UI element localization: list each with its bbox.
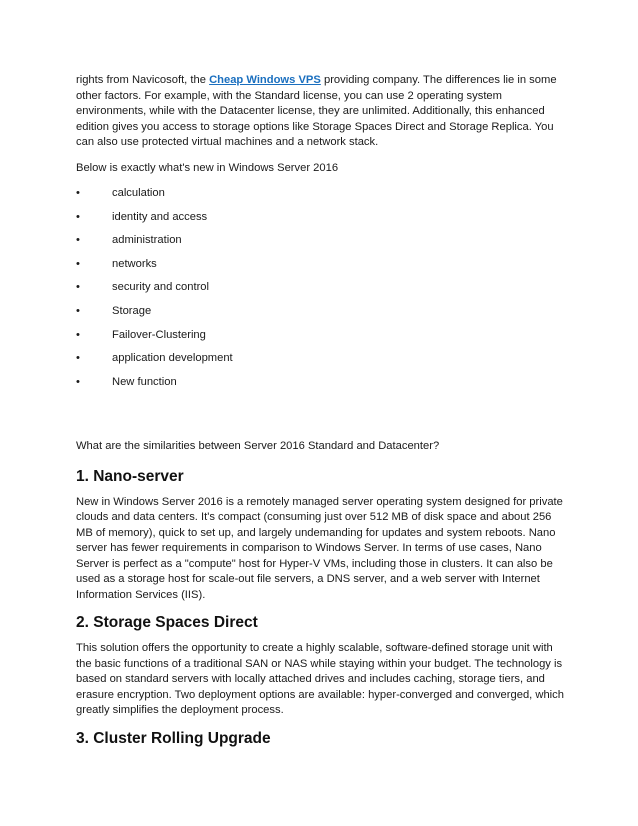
list-item-text: calculation bbox=[112, 187, 165, 199]
list-item bbox=[76, 186, 566, 210]
bullet-icon: • bbox=[76, 304, 80, 317]
list-item bbox=[76, 304, 566, 328]
list-item-text: security and control bbox=[112, 281, 210, 294]
list-intro: Below is exactly what's new in Windows Server 2016 bbox=[76, 161, 339, 174]
list-item-text: Storage bbox=[112, 304, 152, 317]
bullet-icon: • bbox=[76, 234, 80, 247]
list-item bbox=[76, 328, 566, 352]
section-heading-storage-spaces-direct: 2. Storage Spaces Direct bbox=[76, 614, 258, 632]
intro-paragraph bbox=[76, 73, 566, 151]
feature-list bbox=[76, 186, 566, 398]
similarities-question: What are the similarities between Server 2016 Standard and Datacenter? bbox=[76, 440, 440, 453]
list-item bbox=[76, 210, 566, 234]
list-item-text: Failover-Clustering bbox=[112, 328, 206, 341]
bullet-icon: • bbox=[76, 352, 80, 365]
list-item-text: networks bbox=[112, 257, 157, 270]
section-heading-cluster-rolling-upgrade: 3. Cluster Rolling Upgrade bbox=[76, 729, 271, 747]
bullet-icon: • bbox=[76, 281, 80, 294]
bullet-icon: • bbox=[76, 210, 80, 223]
document-content bbox=[76, 73, 566, 757]
list-item bbox=[76, 257, 566, 281]
intro-text-before-link: rights from Navicosoft, the bbox=[76, 74, 210, 86]
list-item bbox=[76, 351, 566, 375]
bullet-icon: • bbox=[76, 375, 80, 388]
list-item bbox=[76, 280, 566, 304]
bullet-icon: • bbox=[76, 328, 80, 341]
section-heading-nano-server: 1. Nano-server bbox=[76, 467, 184, 485]
list-item bbox=[76, 233, 566, 257]
list-item-text: administration bbox=[112, 234, 182, 247]
cheap-windows-vps-link[interactable]: Cheap Windows VPS bbox=[209, 74, 321, 86]
intro-text-after-link: providing company. The differences lie in some other factors. For example, with the Standard license, you can use 2 operating system environments, while with the Datacenter license, they are unlimited. Additionally, this enhanced edition gives you access to storage options like Storage Spaces Direct and Storage Replica. You can also use protected virtual machines and a network stack. bbox=[76, 74, 557, 148]
bullet-icon: • bbox=[76, 257, 80, 270]
list-item-text: identity and access bbox=[112, 210, 208, 223]
bullet-icon: • bbox=[76, 187, 80, 199]
section-body-nano-server: New in Windows Server 2016 is a remotely managed server operating system designed for private clouds and data centers. It's compact (consuming just over 512 MB of disk space and about 256 MB of memory), quick to set up, and largely undemanding for updates and system reboots. Nano server has fewer requirements in comparison to Windows Server. In terms of use cases, Nano Server is perfect as a "compute" host for Hyper-V VMs, including those in clusters. It can also be used as a storage host for scale-out file servers, a DNS server, and a web server with Internet Information Services (IIS). bbox=[76, 495, 563, 601]
list-item-text: application development bbox=[112, 352, 233, 365]
section-body-storage-spaces-direct: This solution offers the opportunity to create a highly scalable, software-defined storage unit with the basic functions of a traditional SAN or NAS while staying within your budget. The technology is based on standard servers with locally attached drives and includes caching, storage tiers, and erasure encryption. Two deployment options are available: hyper-converged and converged, which greatly simplifies the deployment process. bbox=[76, 642, 564, 717]
list-item-text: New function bbox=[112, 375, 177, 388]
list-item bbox=[76, 375, 566, 399]
